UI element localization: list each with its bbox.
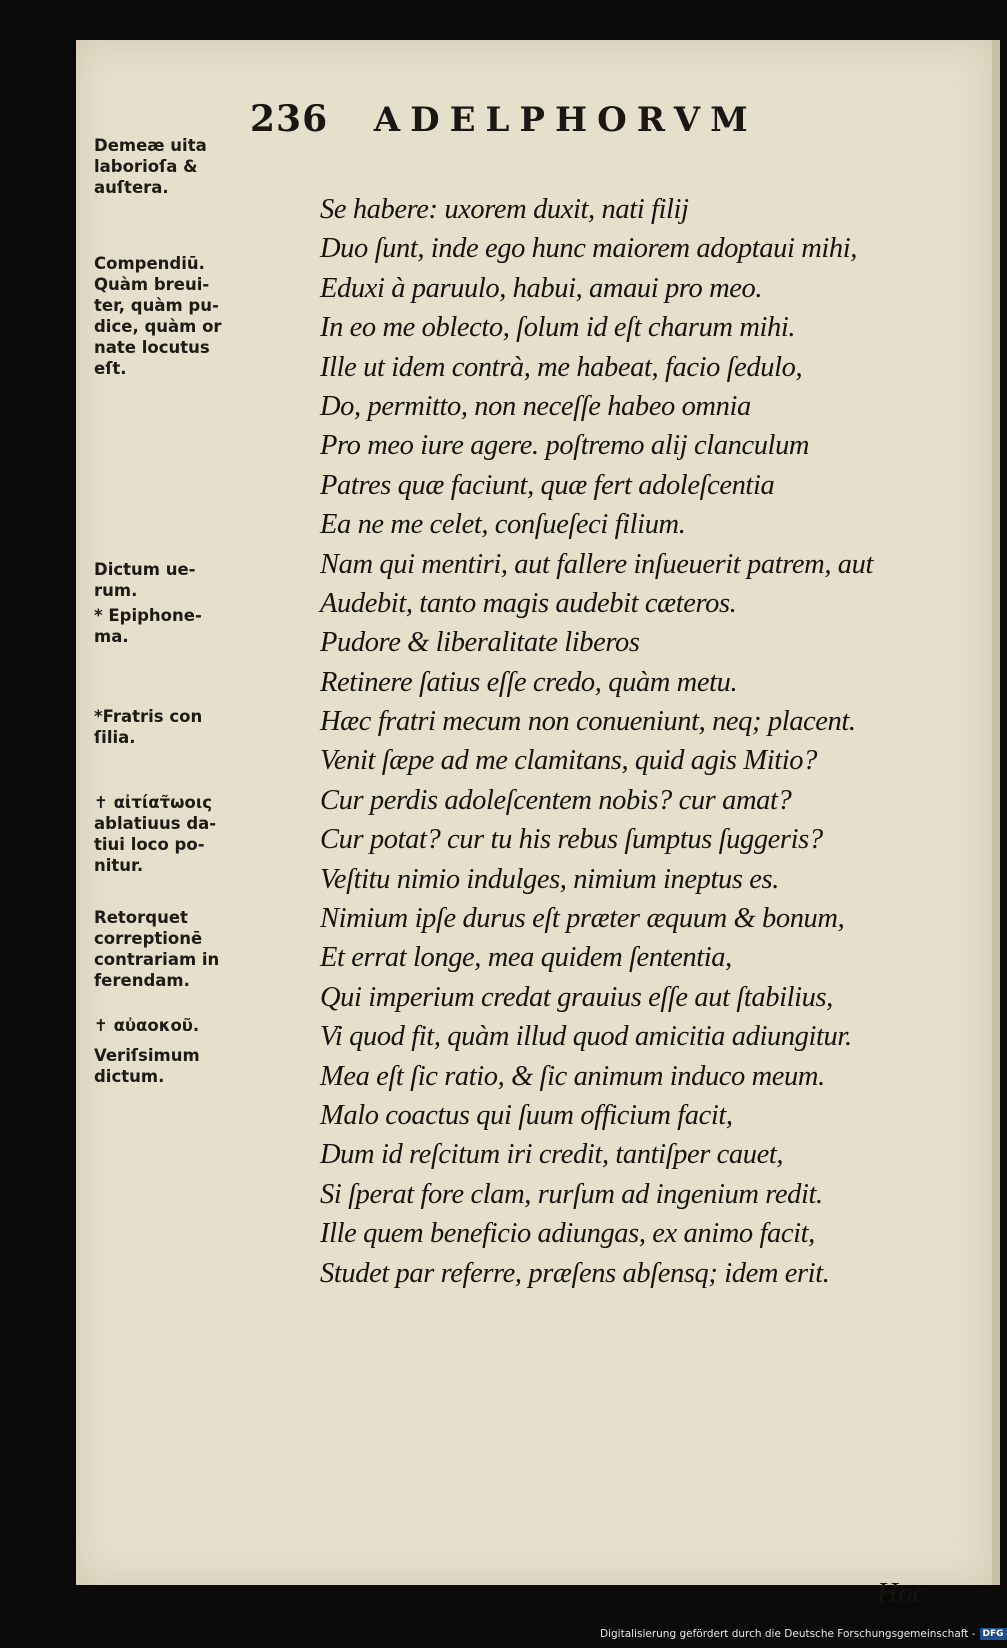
margin-note: Retorquet correptionē contrariam in ferendam.	[94, 908, 220, 990]
margin-note: Dictum ue- rum.	[94, 560, 196, 600]
verse-line: Patres quæ faciunt, quæ fert adoleſcentia	[320, 469, 775, 501]
verse-line: Malo coactus qui ſuum officium facit,	[320, 1099, 733, 1131]
verse-line: Ille quem beneficio adiungas, ex animo facit,	[320, 1218, 815, 1250]
funding-notice	[600, 1628, 1007, 1640]
verse-line: Mea eſt ſic ratio, & ſic animum induco meum.	[320, 1060, 825, 1092]
funding-text: Digitalisierung gefördert durch die Deutsche Forschungsgemeinschaft -	[600, 1628, 976, 1640]
verse-line: Cur potat? cur tu his rebus ſumptus ſuggeris?	[320, 824, 823, 856]
page-number: 236	[250, 98, 329, 140]
page-header	[250, 98, 758, 140]
verse-line: In eo me oblecto, ſolum id eſt charum mihi.	[320, 312, 796, 344]
catchword: Hoc	[877, 1577, 926, 1609]
verse-line: Veſtitu nimio indulges, nimium ineptus es.	[320, 863, 779, 895]
verse-line: Cur perdis adoleſcentem nobis? cur amat?	[320, 784, 792, 816]
verse-line: Audebit, tanto magis audebit cæteros.	[320, 587, 737, 619]
margin-note: ✝ αὐαοκοῦ.	[94, 1016, 200, 1035]
verse-line: Vi quod fit, quàm illud quod amicitia adiungitur.	[320, 1021, 852, 1053]
verse-line: Pudore & liberalitate liberos	[320, 627, 640, 659]
verse-line: Ille ut idem contrà, me habeat, facio ſedulo,	[320, 351, 803, 383]
running-head: ADELPHORVM	[373, 100, 758, 140]
margin-note: Veriſsimum dictum.	[94, 1046, 200, 1086]
verse-line: Eduxi à paruulo, habui, amaui pro meo.	[320, 272, 763, 304]
verse-line: Nimium ipſe durus eſt præter æquum & bonum,	[320, 903, 845, 935]
verse-line: Qui imperium credat grauius eſſe aut ſtabilius,	[320, 981, 833, 1013]
margin-note: ✝ αἰτίατ͂ωοις ablatiuus da- tiui loco po- nitur.	[94, 793, 217, 875]
verse-line: Nam qui mentiri, aut fallere inſueuerit patrem, aut	[320, 548, 873, 580]
verse-line: Venit ſæpe ad me clamitans, quid agis Mitio?	[320, 745, 817, 777]
verse-line: Se habere: uxorem duxit, nati filij	[320, 194, 689, 225]
margin-note: Demeæ uita laborioſa & auſtera.	[94, 136, 207, 197]
verse-line: Dum id reſcitum iri credit, tantiſper cauet,	[320, 1139, 784, 1171]
verse-line: Hæc fratri mecum non conueniunt, neq; placent.	[320, 706, 856, 738]
dfg-logo: DFG	[980, 1628, 1007, 1640]
verse-line: Pro meo iure agere. poſtremo alij clanculum	[320, 430, 810, 462]
verse-line: Ea ne me celet, conſueſeci filium.	[320, 509, 686, 541]
verse-line: Do, permitto, non neceſſe habeo omnia	[320, 390, 751, 422]
verse-line: Si ſperat fore clam, rurſum ad ingenium redit.	[320, 1178, 823, 1210]
verse-line: Studet par referre, præſens abſensq; idem erit.	[320, 1257, 830, 1289]
margin-note: * Epiphone- ma.	[94, 606, 202, 646]
margin-note: Compendiū. Quàm breui- ter, quàm pu- dice, quàm or nate locutus eſt.	[94, 254, 222, 378]
verse-line: Et errat longe, mea quidem ſententia,	[320, 942, 732, 974]
margin-note: *Fratris con ſilia.	[94, 707, 203, 747]
verse-text	[320, 190, 873, 1293]
verse-line: Duo ſunt, inde ego hunc maiorem adoptaui mihi,	[320, 233, 858, 265]
verse-line: Retinere ſatius eſſe credo, quàm metu.	[320, 666, 738, 698]
